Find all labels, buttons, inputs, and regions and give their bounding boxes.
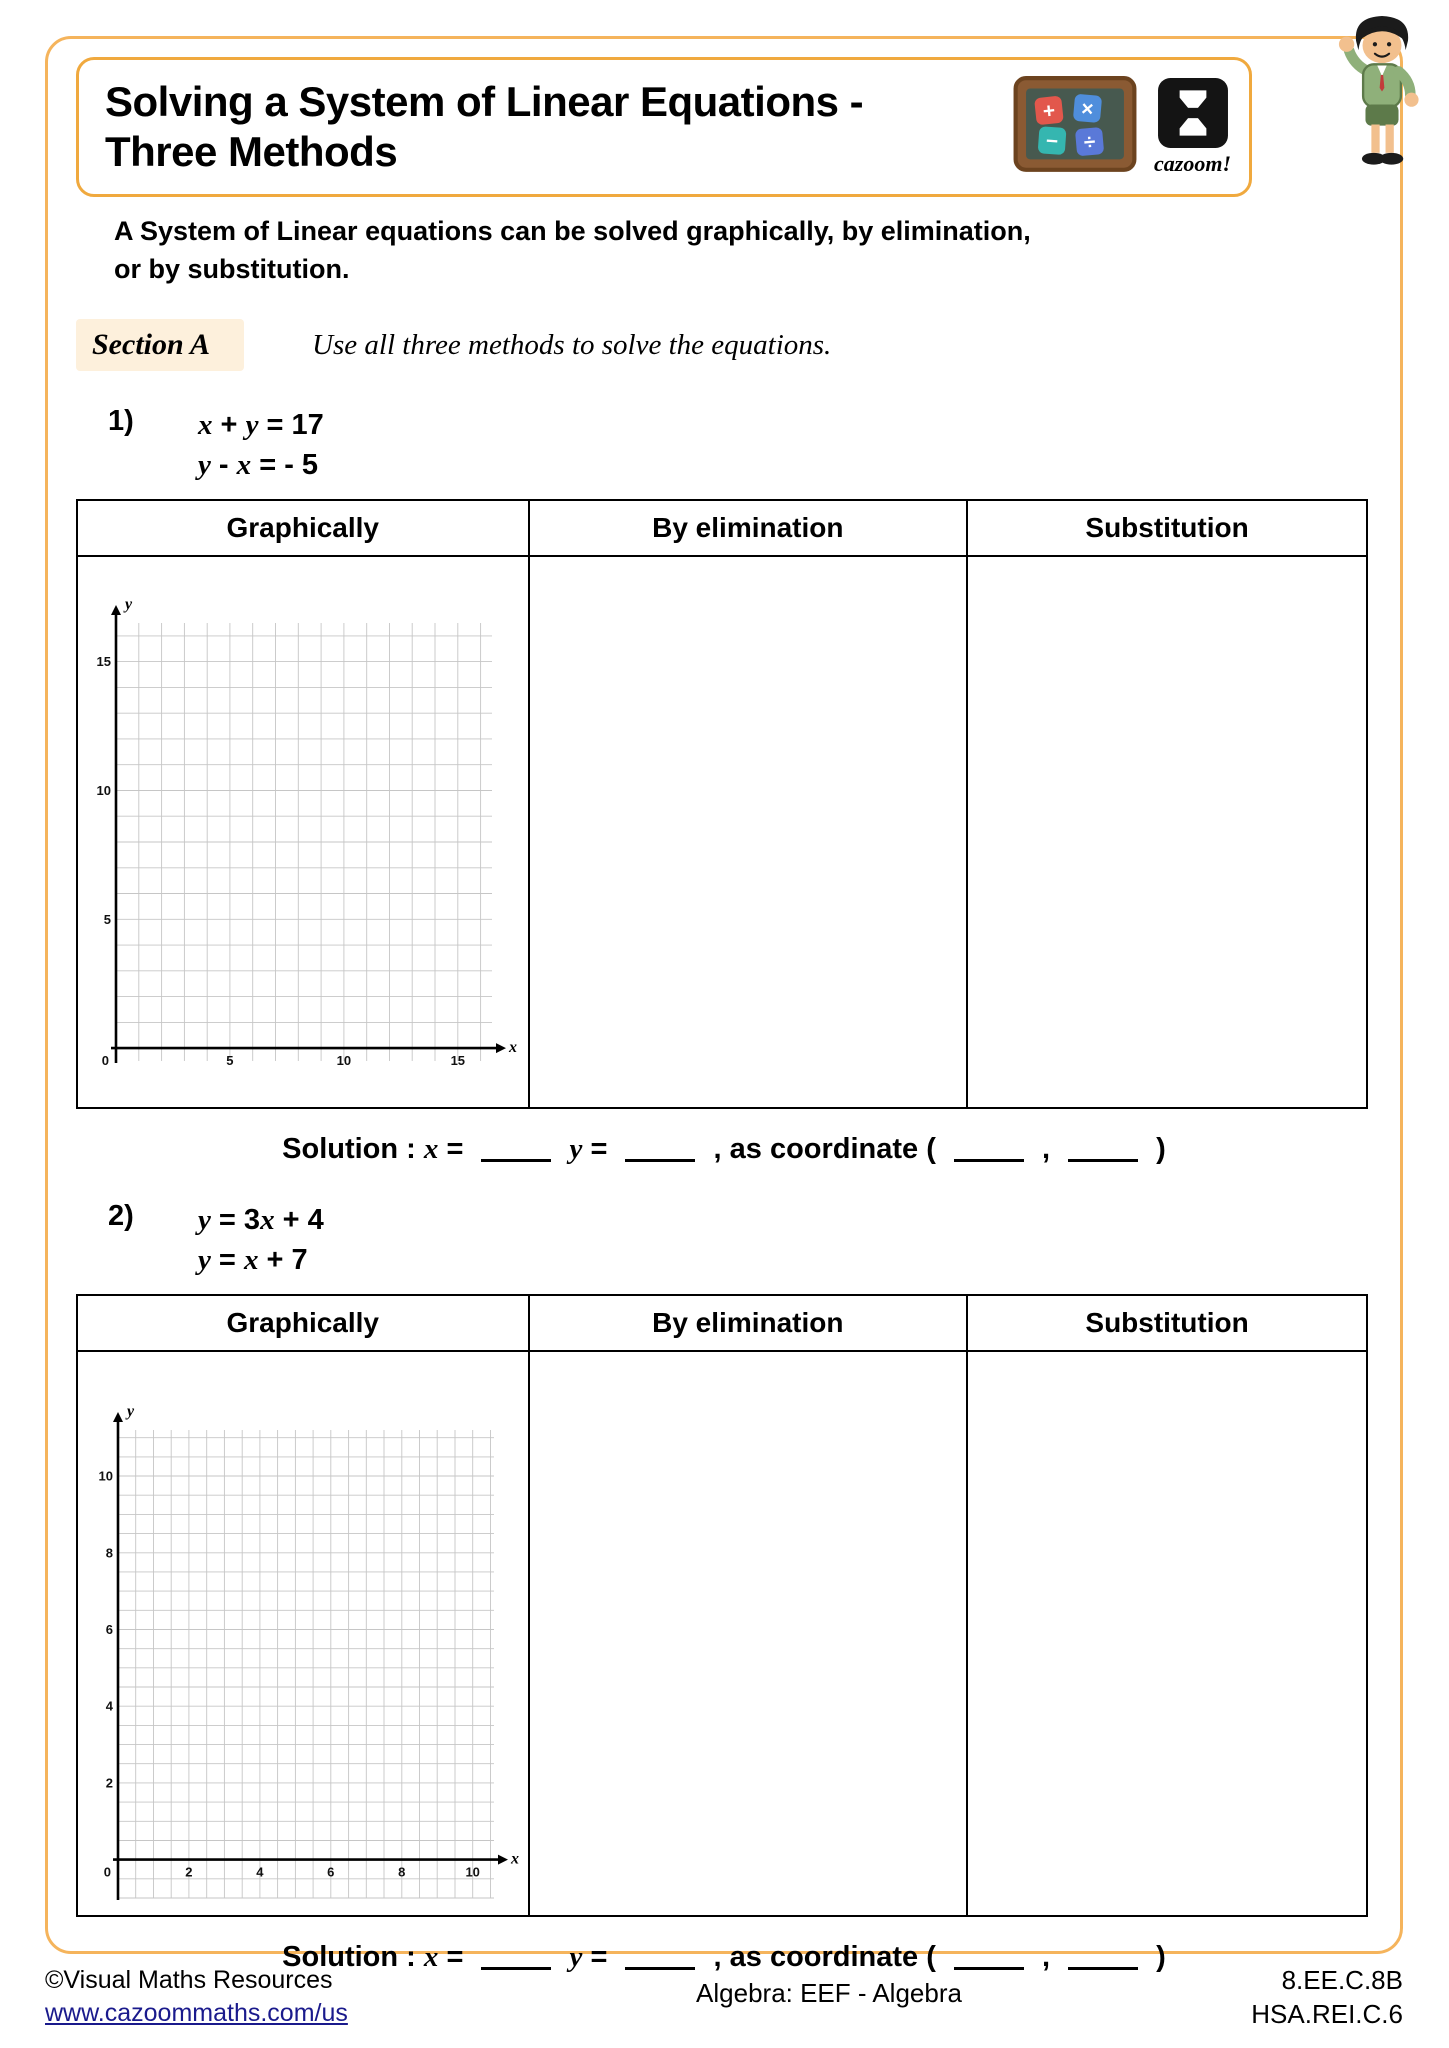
text-segment [561,1133,569,1165]
elimination-answer-cell[interactable] [529,1351,968,1916]
text-segment: = [582,1940,616,1973]
problem-1-number: 1) [108,404,134,437]
svg-text:8: 8 [398,1864,406,1880]
title-line-2: Three Methods [105,128,398,175]
problem-2-number: 2) [108,1199,134,1232]
math-variable: x [260,1203,275,1236]
math-variable: y [198,1243,211,1276]
website-link[interactable]: www.cazoommaths.com/us [45,1998,348,2027]
column-header-graphically: Graphically [77,500,529,556]
text-segment: + 7 [258,1243,308,1276]
svg-text:0: 0 [103,1864,111,1880]
svg-text:y: y [127,1403,135,1420]
solution-line-1 [76,1133,1372,1166]
section-instruction: Use all three methods to solve the equations. [312,328,832,361]
text-segment: = [582,1132,616,1165]
text-segment: - [210,448,237,481]
math-variable: x [198,408,213,441]
svg-text:10: 10 [98,1468,113,1484]
problem-1-equations [198,405,324,485]
header [76,57,1252,197]
standard-code-1: 8.EE.C.8B [1281,1965,1403,1995]
section-row [76,319,1372,371]
svg-text:5: 5 [226,1052,234,1067]
svg-text:x: x [511,1850,519,1868]
equation [198,1200,324,1240]
svg-text:0: 0 [101,1052,109,1067]
column-header-elimination: By elimination [529,500,968,556]
svg-text:−: − [1045,129,1059,153]
svg-text:15: 15 [450,1052,466,1067]
text-segment: , as coordinate ( [705,1940,944,1973]
text-segment: Solution : [282,1940,424,1973]
svg-text:15: 15 [96,653,111,669]
equation [198,1240,324,1280]
svg-text:10: 10 [96,782,111,798]
svg-text:÷: ÷ [1082,130,1097,154]
math-variable: x [423,1940,439,1973]
svg-text:4: 4 [256,1864,264,1880]
math-variable: x [423,1132,439,1165]
title-line-1: Solving a System of Linear Equations - [105,78,864,126]
svg-text:x: x [509,1038,517,1056]
substitution-answer-cell[interactable] [967,1351,1367,1916]
cazoom-logo-text: cazoom! [1154,151,1231,176]
graph-answer-cell[interactable] [77,556,529,1108]
svg-text:10: 10 [336,1052,352,1067]
footer-topic: Algebra: EEF - Algebra [696,1978,962,2008]
text-segment: = [438,1132,472,1165]
elimination-answer-cell[interactable] [529,556,968,1108]
math-variable: x [236,448,252,481]
text-segment: = [438,1940,472,1973]
svg-text:5: 5 [103,911,111,927]
math-variable: y [198,1203,211,1236]
equation [198,445,324,485]
coordinate-grid[interactable] [88,1404,520,1904]
text-segment: ) [1148,1940,1166,1973]
text-segment: = 17 [258,408,324,441]
answer-blank[interactable] [625,1136,695,1162]
problem-2-head [108,1200,1372,1280]
cartoon-boy-icon [1323,10,1441,185]
svg-text:+: + [1041,98,1057,123]
svg-text:6: 6 [327,1864,335,1880]
substitution-answer-cell[interactable] [967,556,1367,1108]
math-variable: y [245,408,259,441]
text-segment: = - 5 [251,448,319,481]
svg-text:2: 2 [185,1864,193,1880]
standard-code-2: HSA.REI.C.6 [1251,1998,1403,2029]
text-segment: = [210,1243,244,1276]
math-variable: y [569,1132,583,1165]
svg-text:×: × [1080,96,1095,121]
text-segment: , [1033,1132,1059,1165]
math-variable: x [243,1243,259,1276]
intro-line-1: A System of Linear equations can be solved graphically, by elimination, [114,216,1031,246]
cazoom-logo-icon [1154,77,1231,177]
svg-text:8: 8 [105,1544,113,1560]
text-segment: + [212,408,246,441]
intro-text [114,213,1372,289]
methods-table-1 [76,499,1368,1109]
footer [45,1964,1403,2032]
text-segment: = 3 [210,1203,261,1236]
text-segment: ) [1148,1132,1166,1165]
text-segment: Solution : [282,1132,424,1165]
answer-blank[interactable] [954,1136,1024,1162]
svg-text:y: y [125,596,133,613]
intro-line-2: or by substitution. [114,253,350,284]
text-segment: , [1033,1940,1059,1973]
answer-blank[interactable] [481,1136,551,1162]
methods-table-2 [76,1294,1368,1917]
math-variable: y [569,1940,583,1973]
text-segment: , as coordinate ( [705,1132,944,1165]
column-header-substitution: Substitution [967,1295,1367,1351]
svg-text:10: 10 [465,1864,480,1880]
equation [198,405,324,445]
page-title [105,77,863,176]
copyright-text: ©Visual Maths Resources [45,1966,333,1994]
graph-answer-cell[interactable] [77,1351,529,1916]
svg-text:6: 6 [105,1621,113,1637]
worksheet-frame [45,36,1403,1973]
column-header-elimination: By elimination [529,1295,968,1351]
answer-blank[interactable] [1068,1136,1138,1162]
column-header-graphically: Graphically [77,1295,529,1351]
svg-text:4: 4 [105,1698,113,1714]
svg-text:2: 2 [105,1775,113,1791]
coordinate-grid[interactable] [86,597,518,1067]
text-segment: + 4 [274,1203,324,1236]
problem-1-head [108,405,1372,485]
math-variable: y [198,448,211,481]
chalkboard-math-icon [1012,75,1138,180]
column-header-substitution: Substitution [967,500,1367,556]
section-label: Section A [76,319,244,371]
problem-2-equations [198,1200,324,1280]
